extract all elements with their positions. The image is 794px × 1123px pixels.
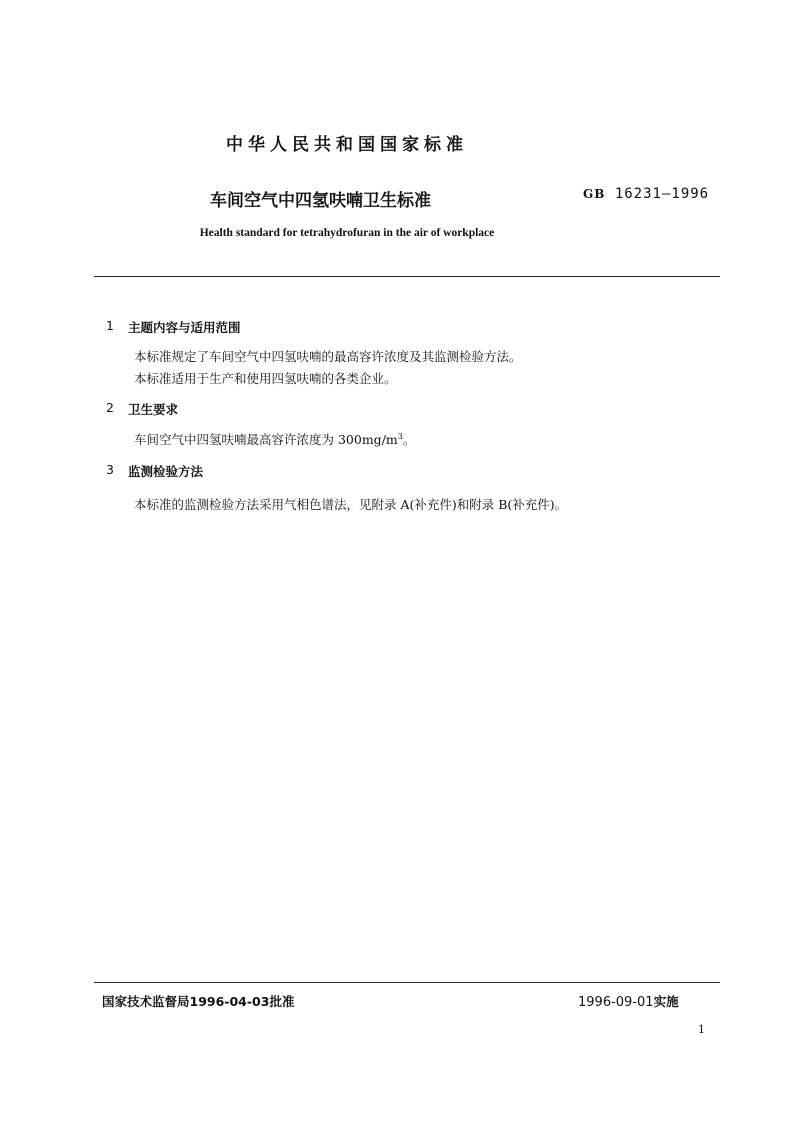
standard-category-heading: 中华人民共和国国家标准 [226, 135, 468, 155]
paragraph: 本标准适用于生产和使用四氢呋喃的各类企业。 [134, 371, 397, 386]
standard-title: 车间空气中四氢呋喃卫生标准 [210, 191, 431, 211]
section-title: 卫生要求 [128, 402, 179, 417]
effective-date-value: 1996-09-01 [578, 995, 654, 1010]
section-number: 3 [106, 462, 114, 477]
paragraph: 本标准规定了车间空气中四氢呋喃的最高容许浓度及其监测检验方法。 [134, 349, 522, 364]
section-title: 主题内容与适用范围 [128, 320, 241, 335]
superscript: 3 [397, 431, 403, 441]
effective-date [578, 992, 679, 1010]
section-title: 监测检验方法 [128, 464, 204, 479]
section-number: 2 [106, 400, 114, 415]
approval-date: 国家技术监督局1996-04-03批准 [102, 994, 295, 1009]
header-divider [94, 276, 720, 277]
section-number: 1 [106, 318, 114, 333]
standard-number-prefix: GB [583, 187, 606, 201]
paragraph [134, 430, 415, 448]
effective-date-label: 实施 [653, 994, 679, 1009]
paragraph: 本标准的监测检验方法采用气相色谱法，见附录 A(补充件)和附录 B(补充件)。 [134, 497, 568, 512]
standard-number [583, 186, 709, 202]
paragraph-text: 。 [402, 432, 416, 447]
page-number: 1 [698, 1023, 705, 1036]
standard-title-english: Health standard for tetrahydrofuran in the air of workplace [199, 227, 495, 239]
standard-number-value: 16231—1996 [614, 186, 710, 202]
footer-divider [94, 982, 720, 983]
paragraph-text: 车间空气中四氢呋喃最高容许浓度为 300mg/m [134, 432, 398, 447]
